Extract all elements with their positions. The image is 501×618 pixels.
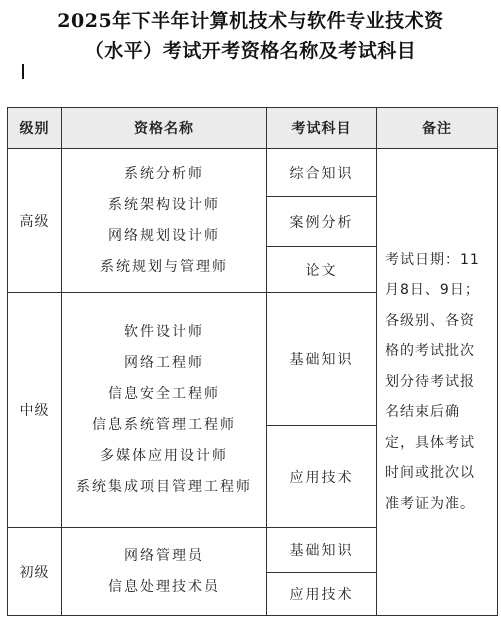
subject-cell: 应用技术 xyxy=(267,573,377,616)
document-title-line-1: 2025年下半年计算机技术与软件专业技术资 xyxy=(57,10,444,32)
remark-line: 时间或批次以 xyxy=(385,465,475,482)
level-intermediate: 中级 xyxy=(8,293,62,528)
qualification-name: 网络工程师 xyxy=(124,355,204,371)
subject-cell: 基础知识 xyxy=(267,293,377,426)
qualification-name: 系统集成项目管理工程师 xyxy=(76,479,252,495)
subject-cell: 基础知识 xyxy=(267,528,377,573)
header-subject: 考试科目 xyxy=(267,108,377,149)
qualification-name: 网络规划设计师 xyxy=(108,227,220,244)
remark-line: 格的考试批次 xyxy=(385,343,475,360)
subject-cell: 应用技术 xyxy=(267,426,377,528)
exam-table xyxy=(7,107,498,616)
document-title-line-2: （水平）考试开考资格名称及考试科目 xyxy=(84,40,417,62)
header-qualification: 资格名称 xyxy=(62,108,267,149)
text-cursor xyxy=(22,64,24,79)
remark-line: 各级别、各资 xyxy=(385,312,475,329)
remark-line: 考试日期：11 xyxy=(385,251,480,268)
qualification-name: 信息处理技术员 xyxy=(108,578,220,595)
qualification-name: 系统分析师 xyxy=(124,165,204,182)
subject-cell: 案例分析 xyxy=(267,197,377,247)
qualification-name: 信息系统管理工程师 xyxy=(92,417,236,433)
remark-line: 名结束后确 xyxy=(385,404,460,421)
remark-cell xyxy=(377,149,498,616)
junior-qualifications xyxy=(62,528,267,616)
header-level: 级别 xyxy=(8,108,62,149)
subject-cell: 论文 xyxy=(267,247,377,293)
qualification-name: 软件设计师 xyxy=(124,324,204,340)
senior-qualifications xyxy=(62,149,267,293)
qualification-name: 系统规划与管理师 xyxy=(100,258,228,275)
qualification-name: 网络管理员 xyxy=(124,547,204,564)
remark-line: 划分待考试报 xyxy=(385,373,475,390)
remark-line: 定，具体考试 xyxy=(385,434,475,451)
remark-line: 月8日、9日； xyxy=(385,282,480,299)
qualification-name: 信息安全工程师 xyxy=(108,386,220,402)
table-header-row xyxy=(8,108,498,149)
subject-cell: 综合知识 xyxy=(267,149,377,197)
qualification-name: 系统架构设计师 xyxy=(108,196,220,213)
level-junior: 初级 xyxy=(8,528,62,616)
header-remark: 备注 xyxy=(377,108,498,149)
remark-line: 准考证为准。 xyxy=(385,495,475,512)
intermediate-qualifications xyxy=(62,293,267,528)
level-senior: 高级 xyxy=(8,149,62,293)
table-row xyxy=(8,149,498,197)
qualification-name: 多媒体应用设计师 xyxy=(100,448,228,464)
